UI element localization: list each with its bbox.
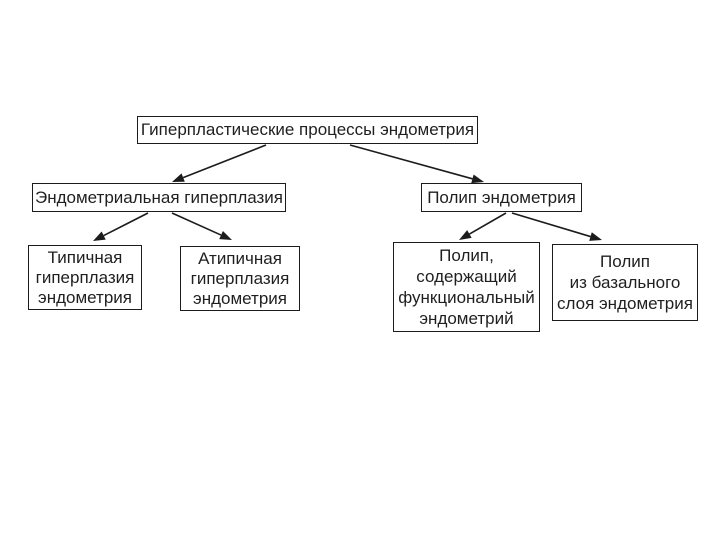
node-line: эндометрий [419,309,514,328]
node-typical-hyperplasia [28,245,142,310]
node-line: слоя эндометрия [557,294,693,313]
node-line: из базального [569,273,681,292]
node-line: эндометрия [38,287,132,307]
node-line: функциональный [398,288,535,307]
node-endometrial-hyperplasia: Эндометриальная гиперплазия [32,183,286,212]
node-line: Атипичная [198,248,282,268]
node-atypical-hyperplasia [180,246,300,311]
node-line: содержащий [416,267,517,286]
node-line: Типичная [47,247,123,267]
node-line: Полип [600,252,650,271]
node-line: эндометрия [193,288,287,308]
node-polyp-functional-endometrium [393,242,540,332]
node-line: Полип, [439,246,494,265]
node-hyperplastic-processes: Гиперпластические процессы эндометрия [137,116,478,144]
node-line: гиперплазия [190,268,290,288]
node-line: гиперплазия [35,267,135,287]
node-polyp-basal-layer [552,244,698,321]
node-endometrial-polyp: Полип эндометрия [421,183,582,212]
